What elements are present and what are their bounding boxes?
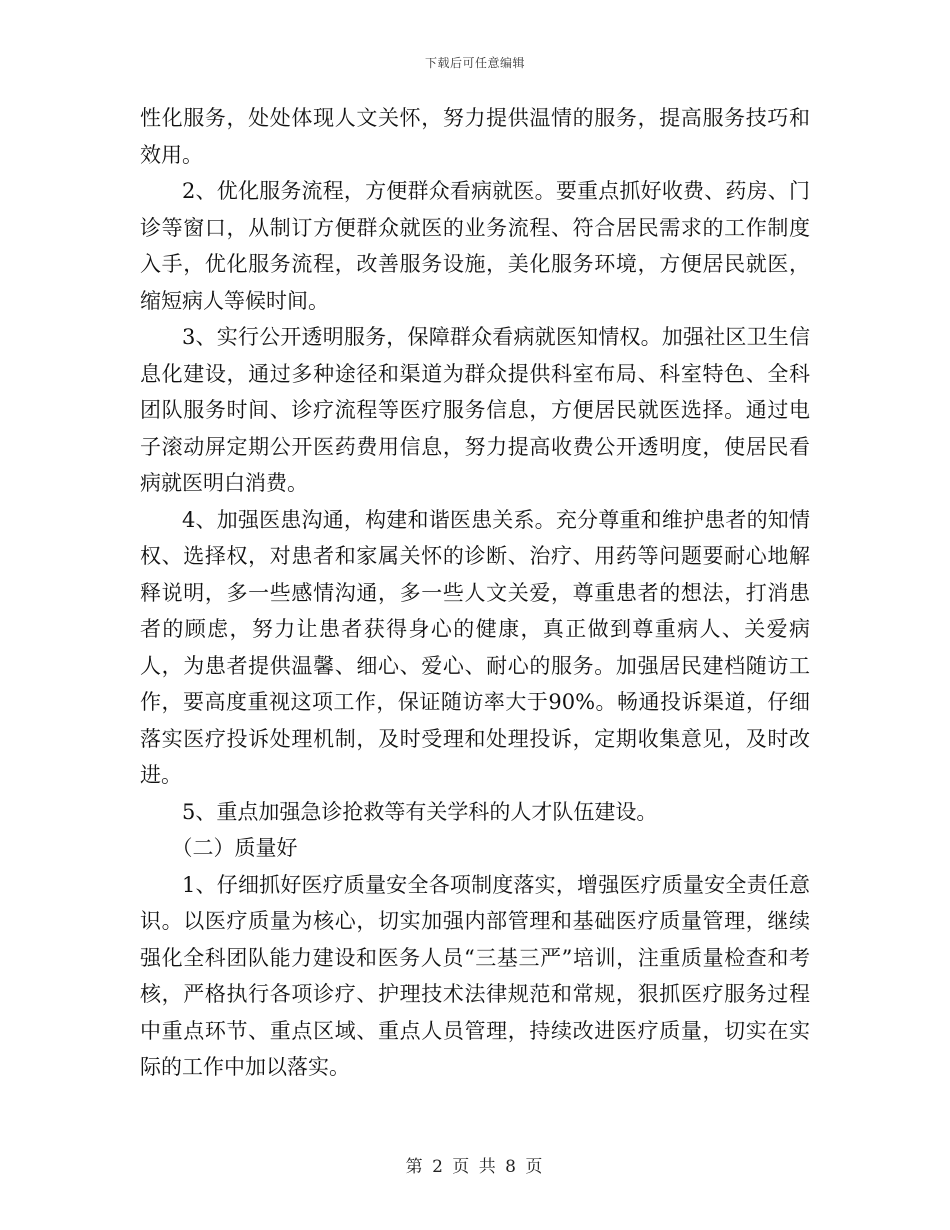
document-body [140,100,810,1086]
paragraph-continuation: 性化服务，处处体现人文关怀，努力提供温情的服务，提高服务技巧和效用。 [140,106,810,167]
paragraph-quality-1: 1、仔细抓好医疗质量安全各项制度落实，增强医疗质量安全责任意识。以医疗质量为核心，切实加强内部管理和基础医疗质量管理，继续强化全科团队能力建设和医务人员“三基三严”培训，注重质量检查和考核，严格执行各项诊疗、护理技术法律规范和常规，狠抓医疗服务过程中重点环节、重点区域、重点人员管理，持续改进医疗质量，切实在实际的工作中加以落实。 [140,872,810,1079]
paragraph-item-3: 3、实行公开透明服务，保障群众看病就医知情权。加强社区卫生信息化建设，通过多种途径和渠道为群众提供科室布局、科室特色、全科团队服务时间、诊疗流程等医疗服务信息，方便居民就医选择。通过电子滚动屏定期公开医药费用信息，努力提高收费公开透明度，使居民看病就医明白消费。 [140,325,810,495]
page-footer: 第 2 页 共 8 页 [405,1157,545,1177]
paragraph-item-5: 5、重点加强急诊抢救等有关学科的人才队伍建设。 [182,799,658,824]
paragraph-item-2: 2、优化服务流程，方便群众看病就医。要重点抓好收费、药房、门诊等窗口，从制订方便群众就医的业务流程、符合居民需求的工作制度入手，优化服务流程，改善服务设施，美化服务环境，方便居民就医，缩短病人等候时间。 [140,179,810,313]
page-header: 下载后可任意编辑 [424,56,525,70]
paragraph-item-4: 4、加强医患沟通，构建和谐医患关系。充分尊重和维护患者的知情权、选择权，对患者和家属关怀的诊断、治疗、用药等问题要耐心地解释说明，多一些感情沟通，多一些人文关爱，尊重患者的想法，打消患者的顾虑，努力让患者获得身心的健康，真正做到尊重病人、关爱病人，为患者提供温馨、细心、爱心、耐心的服务。加强居民建档随访工作，要高度重视这项工作，保证随访率大于90%。畅通投诉渠道，仔细落实医疗投诉处理机制，及时受理和处理投诉，定期收集意见，及时改进。 [140,507,810,787]
section-heading: （二）质量好 [171,836,298,860]
